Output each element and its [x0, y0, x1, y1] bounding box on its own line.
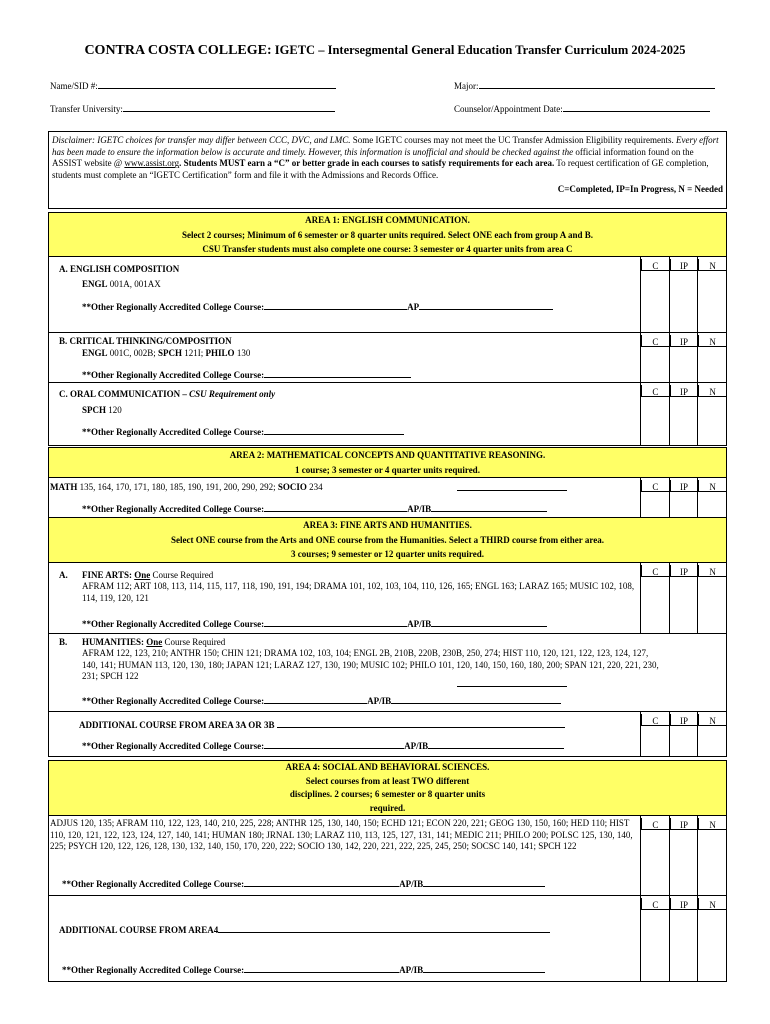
area4-status: [640, 816, 726, 895]
area4-ip[interactable]: IP: [669, 816, 698, 895]
area3a-n[interactable]: N: [697, 563, 726, 633]
area2-header: AREA 2: MATHEMATICAL CONCEPTS AND QUANTITATIVE REASONING. 1 course; 3 semester or 4 quarter units required.: [48, 447, 727, 478]
area4-additional-field[interactable]: ADDITIONAL COURSE FROM AREA4: [59, 924, 550, 937]
area1a-status: [640, 257, 726, 332]
area1a-ip[interactable]: IP: [669, 257, 698, 332]
area4-other-field[interactable]: **Other Regionally Accredited College Course: AP/IB: [62, 878, 545, 891]
major-label: Major:: [454, 81, 479, 91]
area3b-letter: B.: [59, 637, 68, 647]
disclaimer-box: [48, 131, 727, 209]
form-title: IGETC – Intersegmental General Education Transfer Curriculum 2024-2025: [274, 43, 686, 57]
document-title: [0, 42, 770, 60]
assist-link[interactable]: www.assist.org: [124, 158, 180, 169]
area1a-c[interactable]: C: [640, 257, 669, 332]
area1c-c[interactable]: C: [640, 383, 669, 445]
transfer-university-label: Transfer University:: [50, 104, 123, 114]
area4add-n[interactable]: N: [697, 896, 726, 981]
name-sid-field[interactable]: [50, 80, 336, 93]
area1a-other-field[interactable]: **Other Regionally Accredited College Course: AP: [82, 301, 553, 314]
college-name: CONTRA COSTA COLLEGE:: [84, 43, 272, 58]
area4add-c[interactable]: C: [640, 896, 669, 981]
area3a-letter: A.: [59, 570, 68, 580]
area1c-status: [640, 383, 726, 445]
counselor-field[interactable]: [454, 103, 710, 116]
area4add-ip[interactable]: IP: [669, 896, 698, 981]
area4-additional-status: [640, 896, 726, 981]
area1b-other-field[interactable]: **Other Regionally Accredited College Course:: [82, 369, 411, 382]
area3add-n[interactable]: N: [697, 712, 726, 756]
area2-blank[interactable]: [457, 482, 567, 495]
area3b-title: HUMANITIES: One Course Required: [82, 637, 226, 647]
area3a-other-field[interactable]: **Other Regionally Accredited College Course: AP/IB: [82, 618, 547, 631]
area3b-blank[interactable]: [457, 678, 567, 691]
area1b-c[interactable]: C: [640, 333, 669, 382]
area1a-courses: ENGL 001A, 001AX: [82, 279, 161, 289]
transfer-university-field[interactable]: [50, 103, 335, 116]
area1b-courses: ENGL 001C, 002B; SPCH 121I; PHILO 130: [82, 348, 251, 358]
area2-other-field[interactable]: **Other Regionally Accredited College Course: AP/IB: [82, 503, 547, 516]
area3add-c[interactable]: C: [640, 712, 669, 756]
area3a-course-list: AFRAM 112; ART 108, 113, 114, 115, 117, 118, 190, 191, 194; DRAMA 101, 102, 103, 104, 110, 126, 165; ENGL 163; LARAZ 165; MUSIC 102, 108, 114, 119, 120, 121: [82, 581, 635, 603]
area3-additional-field[interactable]: ADDITIONAL COURSE FROM AREA 3A OR 3B: [79, 719, 565, 732]
area1c-row: [48, 383, 727, 446]
area1b-title: B. CRITICAL THINKING/COMPOSITION: [59, 336, 232, 346]
area2-c[interactable]: C: [640, 478, 669, 517]
area2-courses: MATH 135, 164, 170, 171, 180, 185, 190, 191, 200, 290, 292; SOCIO 234: [50, 482, 323, 492]
area3a-title: FINE ARTS: One Course Required: [82, 570, 214, 580]
area1b-n[interactable]: N: [697, 333, 726, 382]
area4-n[interactable]: N: [697, 816, 726, 895]
area4-c[interactable]: C: [640, 816, 669, 895]
area3-header: AREA 3: FINE ARTS AND HUMANITIES. Select ONE course from the Arts and ONE course from the Humanities. Select a THIRD course from either area. 3 courses; 9 semester or 12 quarter units required.: [48, 518, 727, 563]
area1b-ip[interactable]: IP: [669, 333, 698, 382]
area1a-n[interactable]: N: [697, 257, 726, 332]
area3add-ip[interactable]: IP: [669, 712, 698, 756]
area2-row: [48, 478, 727, 518]
disclaimer-text: Disclaimer: IGETC choices for transfer may differ between CCC, DVC, and LMC. Some IGETC courses may not meet the UC Transfer Admission Eligibility requirements. Every effort has been made to ensure the information below is accurate and timely. However, this information is unofficial and should be checked against the official information found on the ASSIST website @ www.assist.org. Students MUST earn a “C” or better grade in each courses to satisfy requirements for each area. To request certification of GE completion, students must complete an “IGETC Certification” form and file it with the Admissions and Records Office.: [52, 135, 719, 181]
area1a-title: A. ENGLISH COMPOSITION: [59, 264, 180, 274]
major-field[interactable]: [454, 80, 715, 93]
area4-course-list: ADJUS 120, 135; AFRAM 110, 122, 123, 140, 210, 225, 228; ANTHR 125, 130, 140, 150; ECHD 121; ECON 220, 221; GEOG 130, 150, 160; HED 110; HIST 110, 120, 121, 122, 123, 124, 127, 140, 141; HUMAN 180; JRNAL 130; LARAZ 110, 113, 125, 127, 131, 141; MEDIC 211; PHILO 200; POLSC 125, 130, 140, 225; PSYCH 120, 122, 126, 128, 130, 132, 140, 150, 170, 220, 222; SOCIO 130, 142, 220, 221, 222, 225, 245, 250; SOCSC 140, 141; SPCH 122: [50, 818, 633, 852]
area1b-status: [640, 333, 726, 382]
area1c-courses: SPCH 120: [82, 405, 122, 415]
area4-row: [48, 816, 727, 896]
area3a-status: [640, 563, 726, 633]
area3-additional-row: [48, 712, 727, 757]
area1c-other-field[interactable]: **Other Regionally Accredited College Course:: [82, 426, 404, 439]
status-legend: C=Completed, IP=In Progress, N = Needed: [557, 183, 723, 194]
area1c-ip[interactable]: IP: [669, 383, 698, 445]
area4-header: AREA 4: SOCIAL AND BEHAVIORAL SCIENCES. Select courses from at least TWO different disciplines. 2 courses; 6 semester or 8 quarter units required.: [48, 760, 727, 816]
area2-n[interactable]: N: [697, 478, 726, 517]
area3-additional-status: [640, 712, 726, 756]
area3a-row: [48, 563, 727, 634]
area4-additional-other-field[interactable]: **Other Regionally Accredited College Course: AP/IB: [62, 964, 545, 977]
area1c-title: C. ORAL COMMUNICATION – CSU Requirement only: [59, 389, 276, 399]
area1-header: AREA 1: ENGLISH COMMUNICATION. Select 2 courses; Minimum of 6 semester or 8 quarter units required. Select ONE each from group A and B. CSU Transfer students must also complete one course: 3 semester or 4 quarter units from area C: [48, 212, 727, 257]
area1b-row: [48, 333, 727, 383]
area3a-c[interactable]: C: [640, 563, 669, 633]
area3b-row: [48, 634, 727, 712]
area4-additional-row: [48, 896, 727, 982]
area3-additional-other-field[interactable]: **Other Regionally Accredited College Course: AP/IB: [82, 740, 564, 753]
counselor-label: Counselor/Appointment Date:: [454, 104, 563, 114]
area2-ip[interactable]: IP: [669, 478, 698, 517]
area1a-row: [48, 257, 727, 333]
area3b-course-list: AFRAM 122, 123, 210; ANTHR 150; CHIN 121; DRAMA 102, 103, 104; ENGL 2B, 210B, 220B, 230B, 250, 274; HIST 110, 120, 121, 122, 123, 124, 127, 140, 141; HUMAN 113, 120, 130, 180; JAPAN 121; LARAZ 127, 130, 190; MUSIC 102; PHILO 101, 120, 140, 150, 160, 180, 200; SPAN 121, 220, 221, 230, 231; SPCH 122: [82, 648, 659, 682]
area2-status: [640, 478, 726, 517]
area3b-other-field[interactable]: **Other Regionally Accredited College Course: AP/IB: [82, 695, 561, 708]
area1c-n[interactable]: N: [697, 383, 726, 445]
area3a-ip[interactable]: IP: [669, 563, 698, 633]
name-sid-label: Name/SID #:: [50, 81, 98, 91]
